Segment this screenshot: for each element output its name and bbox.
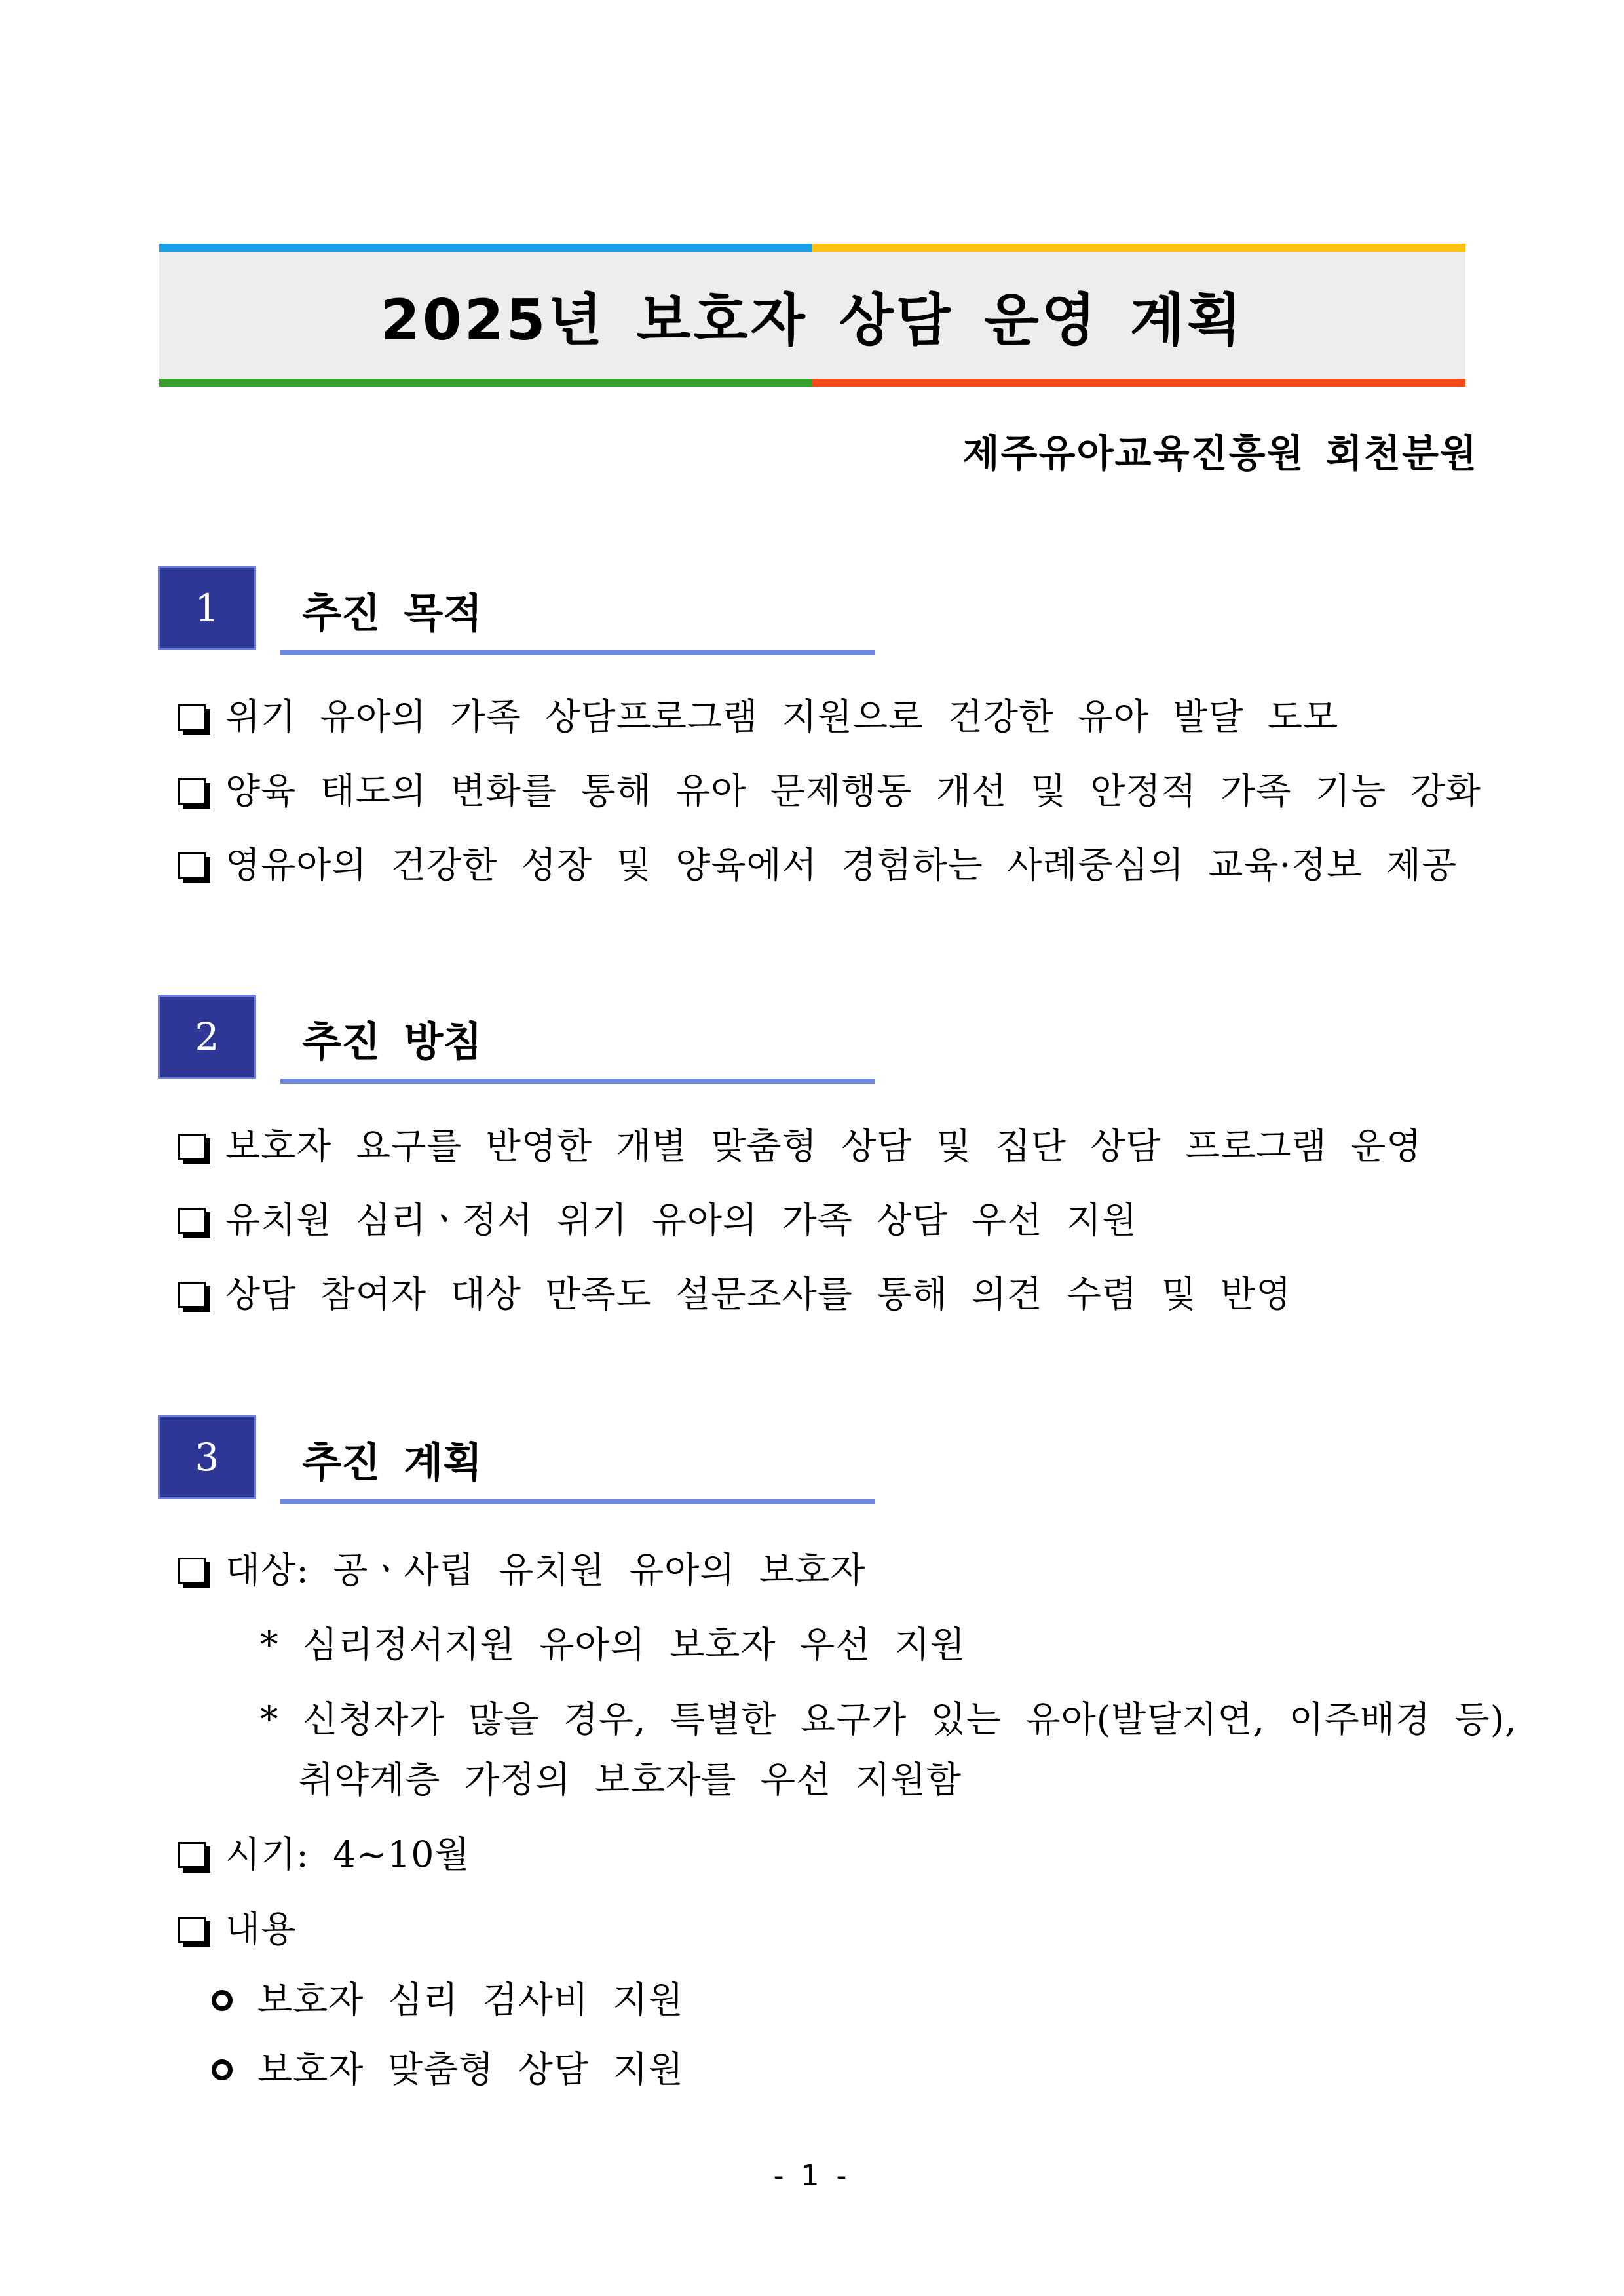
- checkbox-bullet-icon: [178, 1917, 206, 1943]
- section-underline: [280, 1079, 875, 1084]
- section-1-heading: [158, 566, 878, 658]
- note-line: * 신청자가 많을 경우, 특별한 요구가 있는 유아(발달지연, 이주배경 등),: [260, 1698, 1517, 1740]
- section-number-box: 1: [158, 566, 256, 650]
- section-title: 추진 목적: [302, 589, 483, 637]
- sub-list-item: 보호자 심리 검사비 지원: [212, 1971, 684, 2023]
- checkbox-bullet-icon: [178, 778, 206, 805]
- section-title: 추진 방침: [302, 1018, 483, 1065]
- list-item: 양육 태도의 변화를 통해 유아 문제행동 개선 및 안정적 가족 기능 강화: [178, 762, 1481, 814]
- section-2-heading: [158, 995, 878, 1086]
- checkbox-bullet-icon: [178, 1282, 206, 1308]
- note-line: * 심리정서지원 유아의 보호자 우선 지원: [260, 1624, 966, 1666]
- content-item: 내용: [178, 1900, 296, 1952]
- checkbox-bullet-icon: [178, 704, 206, 731]
- sub-list-item: 보호자 맞춤형 상담 지원: [212, 2040, 684, 2092]
- checkbox-bullet-icon: [178, 852, 206, 879]
- page-number: - 1 -: [773, 2159, 851, 2192]
- checkbox-bullet-icon: [178, 1558, 206, 1584]
- checkbox-bullet-icon: [178, 1842, 206, 1868]
- checkbox-bullet-icon: [178, 1134, 206, 1160]
- period-item: 시기: 4~10월: [178, 1826, 470, 1877]
- circle-bullet-icon: [212, 2059, 233, 2080]
- checkbox-bullet-icon: [178, 1208, 206, 1234]
- list-item: 보호자 요구를 반영한 개별 맞춤형 상담 및 집단 상담 프로그램 운영: [178, 1117, 1422, 1169]
- section-underline: [280, 1499, 875, 1504]
- section-underline: [280, 650, 875, 655]
- document-title: 2025년 보호자 상담 운영 계획: [381, 288, 1244, 353]
- title-bar-top-blue: [159, 244, 812, 252]
- title-bar-bottom-red: [812, 379, 1465, 387]
- title-bar-bottom-green: [159, 379, 812, 387]
- section-3-heading: [158, 1415, 878, 1507]
- title-bar-top-yellow: [812, 244, 1465, 252]
- list-item: 영유아의 건강한 성장 및 양육에서 경험하는 사례중심의 교육·정보 제공: [178, 836, 1457, 888]
- target-item: 대상: 공ㆍ사립 유치원 유아의 보호자: [178, 1541, 865, 1593]
- list-item: 상담 참여자 대상 만족도 설문조사를 통해 의견 수렴 및 반영: [178, 1265, 1291, 1317]
- section-number-box: 3: [158, 1415, 256, 1499]
- title-banner: [159, 244, 1465, 388]
- list-item: 유치원 심리ㆍ정서 위기 유아의 가족 상담 우선 지원: [178, 1191, 1137, 1243]
- organization-name: 제주유아교육진흥원 회천분원: [962, 431, 1478, 476]
- section-number-box: 2: [158, 995, 256, 1079]
- note-line-continued: 취약계층 가정의 보호자를 우선 지원함: [299, 1759, 962, 1801]
- list-item: 위기 유아의 가족 상담프로그램 지원으로 건강한 유아 발달 도모: [178, 688, 1338, 740]
- section-title: 추진 계획: [302, 1438, 483, 1486]
- circle-bullet-icon: [212, 1990, 233, 2011]
